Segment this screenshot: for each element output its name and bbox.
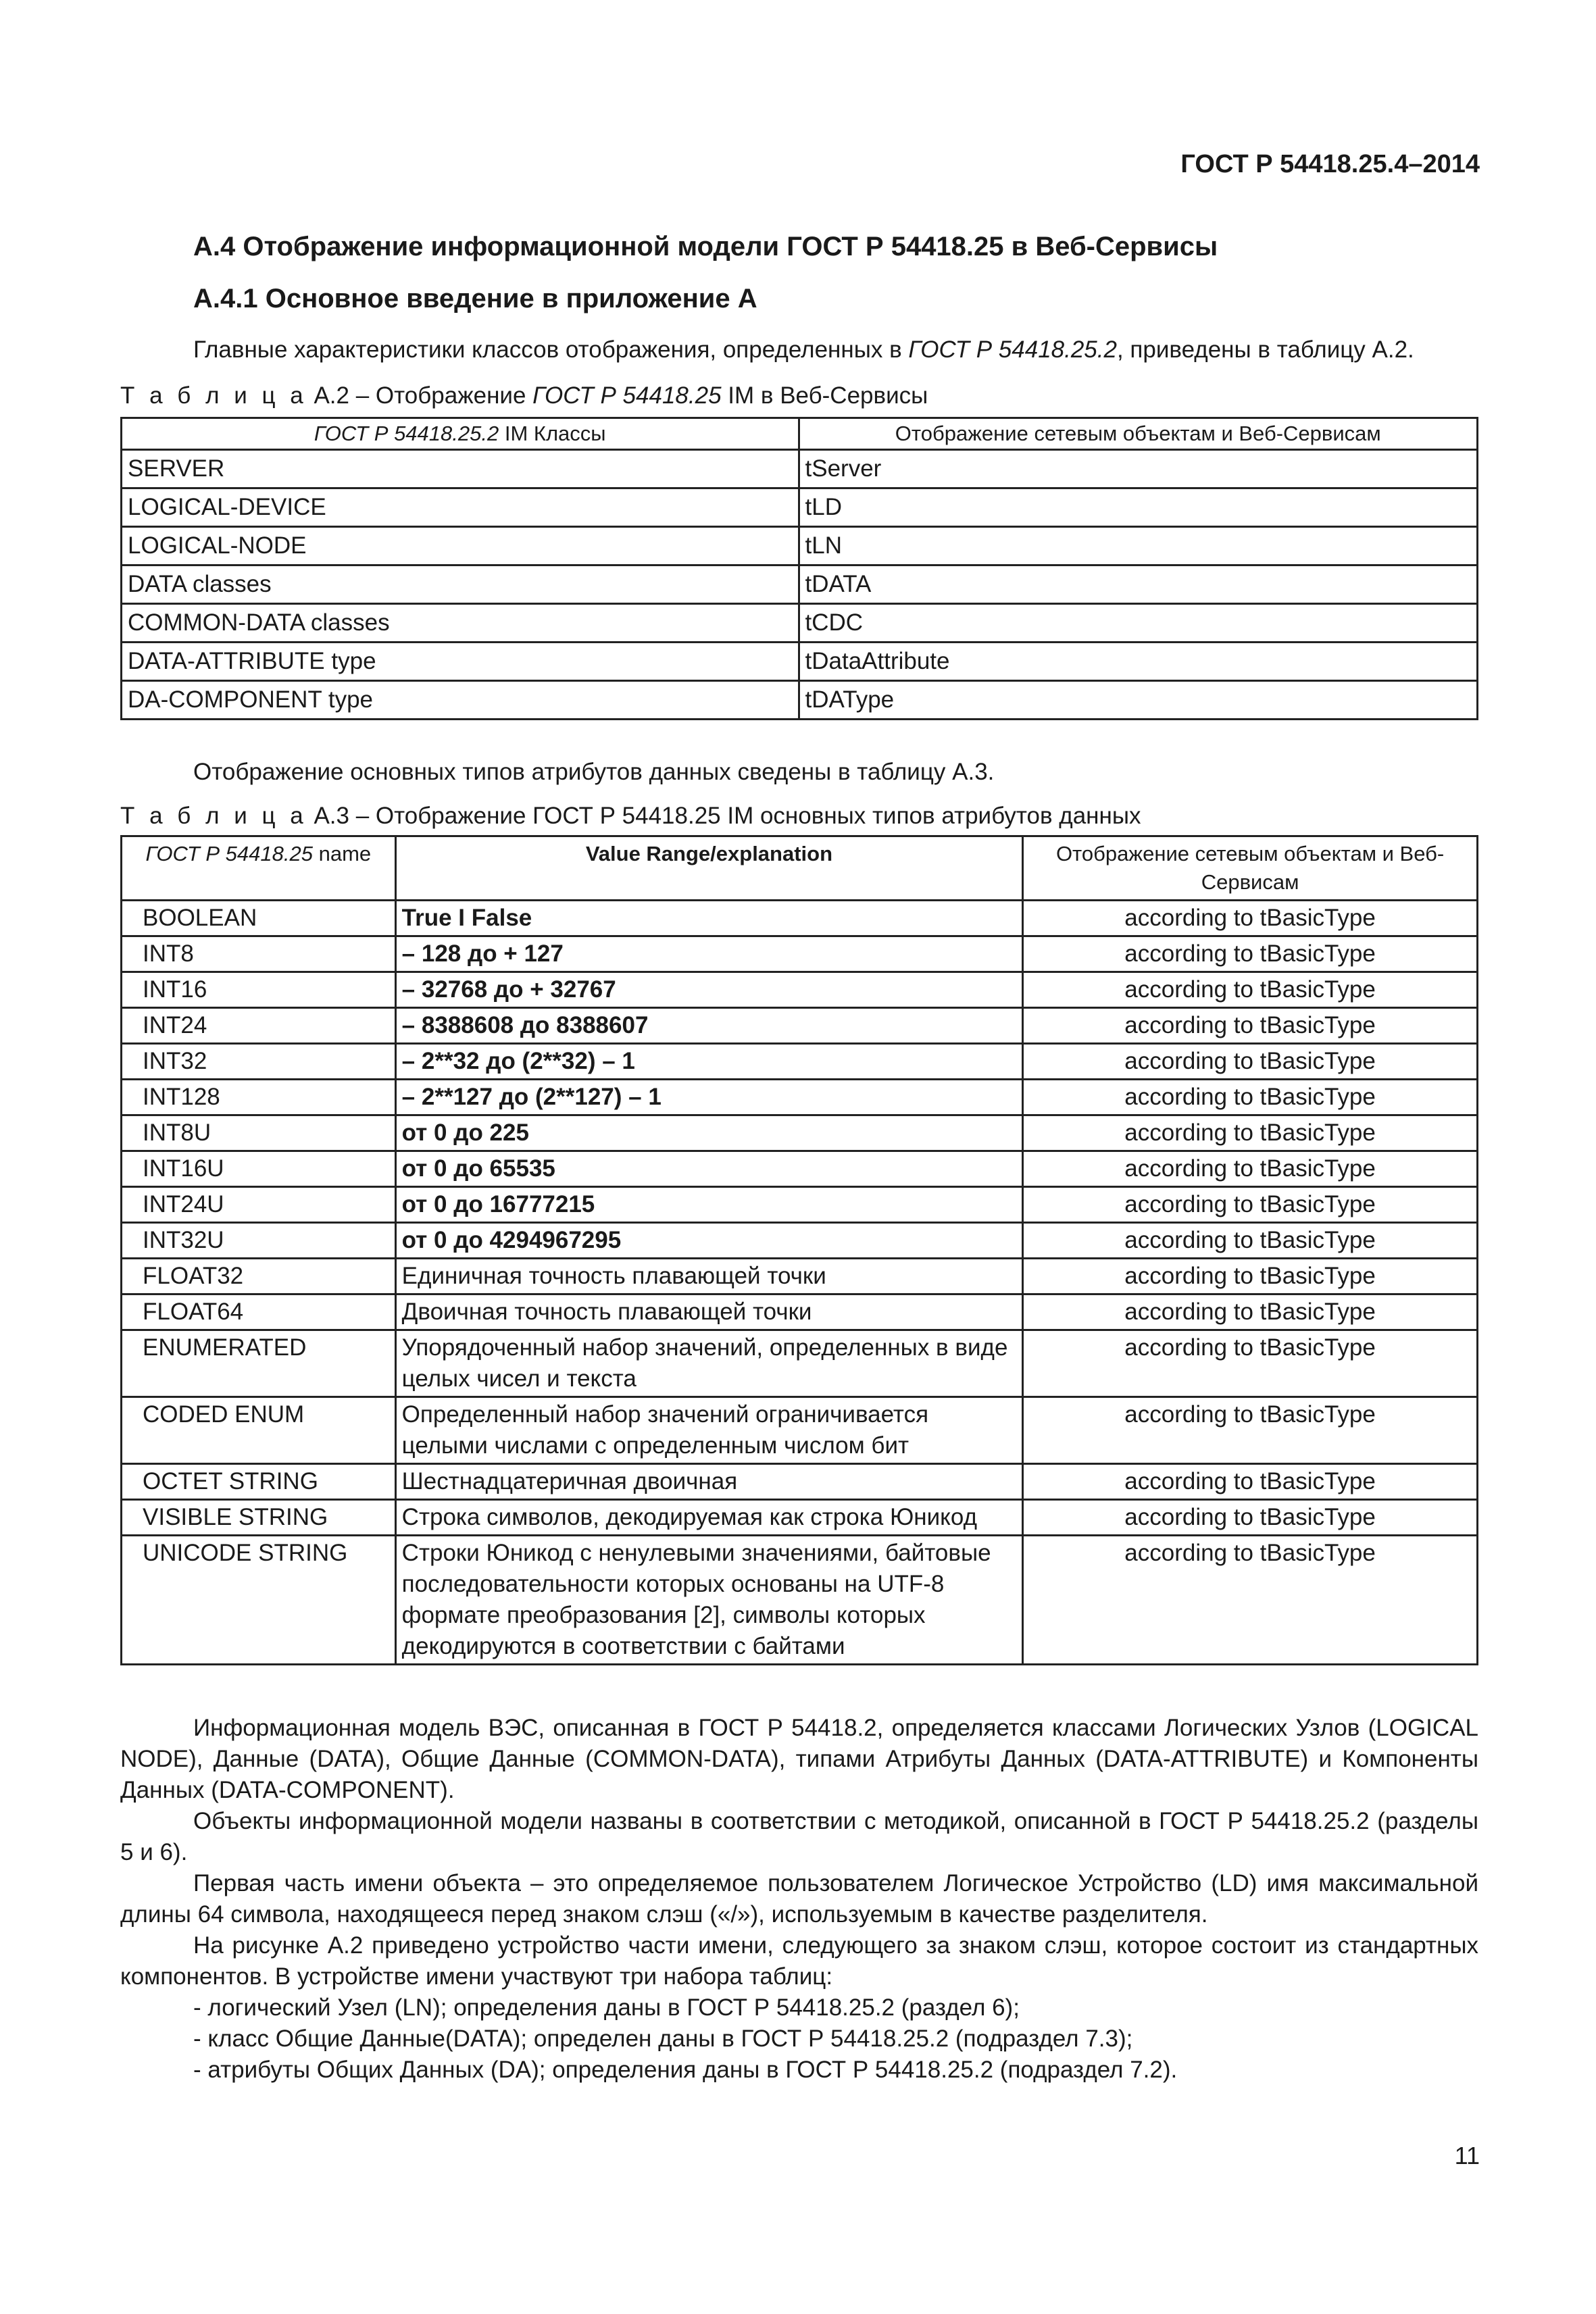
- table-cell: according to tBasicType: [1023, 1187, 1478, 1223]
- list-item: - класс Общие Данные(DATA); определен даны в ГОСТ Р 54418.25.2 (подраздел 7.3);: [193, 2026, 1133, 2052]
- table-cell: DA-COMPONENT type: [122, 681, 799, 720]
- table-cell: according to tBasicType: [1023, 1330, 1478, 1397]
- table-cell: according to tBasicType: [1023, 1044, 1478, 1080]
- table-cell: – 32768 до + 32767: [395, 972, 1023, 1008]
- table-row: [122, 1187, 1478, 1223]
- table-cell: tDATA: [799, 565, 1478, 604]
- table-cell: according to tBasicType: [1023, 1080, 1478, 1115]
- table-cell: True I False: [395, 901, 1023, 936]
- table-cell: according to tBasicType: [1023, 1536, 1478, 1665]
- table-cell: according to tBasicType: [1023, 1151, 1478, 1187]
- table-row: [122, 1500, 1478, 1536]
- table-cell: VISIBLE STRING: [122, 1500, 396, 1536]
- table-cell: OCTET STRING: [122, 1464, 396, 1500]
- list-item: - атрибуты Общих Данных (DA); определения даны в ГОСТ Р 54418.25.2 (подраздел 7.2).: [193, 2057, 1178, 2083]
- table-header-cell: Value Range/explanation: [395, 836, 1023, 901]
- table-header-row: [122, 418, 1478, 450]
- intro-text-end: , приведены в таблицу А.2.: [1116, 336, 1414, 363]
- table-row: [122, 527, 1478, 565]
- table-row: [122, 1397, 1478, 1464]
- table-cell: UNICODE STRING: [122, 1536, 396, 1665]
- table-cell: tLN: [799, 527, 1478, 565]
- page-number: 11: [1454, 2142, 1480, 2169]
- table-cell: according to tBasicType: [1023, 1500, 1478, 1536]
- table-cell: Единичная точность плавающей точки: [395, 1259, 1023, 1294]
- body-paragraph-1: Информационная модель ВЭС, описанная в ГОСТ Р 54418.2, определяется классами Логических Узлов (LOGICAL NODE), Данные (DATA), Общие Данные (COMMON-DATA), типами Атрибуты Данных (DATA-ATTRIBUTE) и Компоненты Данных (DATA-COMPONENT).: [120, 1715, 1478, 1803]
- intro-text: Главные характеристики классов отображения, определенных в: [193, 336, 909, 363]
- table-cell: Строка символов, декодируемая как строка Юникод: [395, 1500, 1023, 1536]
- body-paragraph-2: Объекты информационной модели названы в соответствии с методикой, описанной в ГОСТ Р 54418.25.2 (разделы 5 и 6).: [120, 1808, 1478, 1865]
- table-cell: ENUMERATED: [122, 1330, 396, 1397]
- table-header-cell: Отображение сетевым объектам и Веб-Сервисам: [1023, 836, 1478, 901]
- table-cell: INT16: [122, 972, 396, 1008]
- standard-number: ГОСТ Р 54418.25.4–2014: [1180, 150, 1480, 178]
- table-row: [122, 1536, 1478, 1665]
- table-header-cell: [122, 836, 396, 901]
- table-cell: according to tBasicType: [1023, 1397, 1478, 1464]
- table-cell: INT8: [122, 936, 396, 972]
- table-row: [122, 1330, 1478, 1397]
- section-subtitle: А.4.1 Основное введение в приложение А: [193, 284, 757, 313]
- table-row: [122, 936, 1478, 972]
- table-cell: DATA classes: [122, 565, 799, 604]
- body-paragraph-3: Первая часть имени объекта – это определяемое пользователем Логическое Устройство (LD) имя максимальной длины 64 символа, находящееся перед знаком слэш («/»), используемым в качестве разделителя.: [120, 1870, 1478, 1928]
- table-row: [122, 1008, 1478, 1044]
- table-cell: – 128 до + 127: [395, 936, 1023, 972]
- table-cell: according to tBasicType: [1023, 972, 1478, 1008]
- table-cell: – 2**127 до (2**127) – 1: [395, 1080, 1023, 1115]
- table-cell: according to tBasicType: [1023, 901, 1478, 936]
- table-header-row: [122, 836, 1478, 901]
- table-cell: от 0 до 65535: [395, 1151, 1023, 1187]
- table-cell: – 8388608 до 8388607: [395, 1008, 1023, 1044]
- table-cell: FLOAT64: [122, 1294, 396, 1330]
- table-cell: according to tBasicType: [1023, 1115, 1478, 1151]
- section-title: А.4 Отображение информационной модели ГОСТ Р 54418.25 в Веб-Сервисы: [193, 232, 1218, 261]
- table-row: [122, 901, 1478, 936]
- intro-reference: ГОСТ Р 54418.25.2: [908, 336, 1117, 363]
- table-cell: LOGICAL-DEVICE: [122, 488, 799, 527]
- table-cell: tDataAttribute: [799, 643, 1478, 681]
- header-reference: ГОСТ Р 54418.25.2: [314, 422, 499, 445]
- table-cell: according to tBasicType: [1023, 1464, 1478, 1500]
- table-cell: INT32U: [122, 1223, 396, 1259]
- caption-prefix: Т а б л и ц а: [120, 803, 307, 829]
- table-cell: – 2**32 до (2**32) – 1: [395, 1044, 1023, 1080]
- table-cell: Упорядоченный набор значений, определенных в виде целых чисел и текста: [395, 1330, 1023, 1397]
- table-row: [122, 972, 1478, 1008]
- table-cell: INT8U: [122, 1115, 396, 1151]
- table-cell: LOGICAL-NODE: [122, 527, 799, 565]
- table-row: [122, 565, 1478, 604]
- table-cell: Двоичная точность плавающей точки: [395, 1294, 1023, 1330]
- table-cell: Определенный набор значений ограничивается целыми числами с определенным числом бит: [395, 1397, 1023, 1464]
- table-row: [122, 643, 1478, 681]
- table-cell: INT128: [122, 1080, 396, 1115]
- table-cell: INT24U: [122, 1187, 396, 1223]
- intro-paragraph: [193, 334, 1414, 366]
- table-row: [122, 604, 1478, 643]
- table-cell: BOOLEAN: [122, 901, 396, 936]
- table-cell: INT32: [122, 1044, 396, 1080]
- header-reference: ГОСТ Р 54418.25: [145, 842, 313, 865]
- table-cell: от 0 до 225: [395, 1115, 1023, 1151]
- table-cell: tLD: [799, 488, 1478, 527]
- table-cell: INT24: [122, 1008, 396, 1044]
- header-text: name: [312, 842, 372, 865]
- caption-text: А.3 – Отображение ГОСТ Р 54418.25 IM основных типов атрибутов данных: [307, 803, 1141, 829]
- header-text: IM Классы: [499, 422, 606, 445]
- caption-prefix: Т а б л и ц а: [120, 382, 307, 409]
- table-cell: Строки Юникод с ненулевыми значениями, байтовые последовательности которых основаны на UTF-8 формате преобразования [2], символы которых декодируются в соответствии с байтами: [395, 1536, 1023, 1665]
- table-header-cell: Отображение сетевым объектам и Веб-Сервисам: [799, 418, 1478, 450]
- table-row: [122, 1080, 1478, 1115]
- table-a3-caption: [120, 803, 1141, 830]
- table-cell: DATA-ATTRIBUTE type: [122, 643, 799, 681]
- table-row: [122, 1115, 1478, 1151]
- table-cell: according to tBasicType: [1023, 1008, 1478, 1044]
- caption-reference: ГОСТ Р 54418.25: [532, 382, 722, 409]
- table-row: [122, 1151, 1478, 1187]
- table-row: [122, 450, 1478, 488]
- table-cell: tServer: [799, 450, 1478, 488]
- table-cell: COMMON-DATA classes: [122, 604, 799, 643]
- table-cell: CODED ENUM: [122, 1397, 396, 1464]
- table-cell: Шестнадцатеричная двоичная: [395, 1464, 1023, 1500]
- table-a2-caption: [120, 382, 928, 409]
- table-header-cell: [122, 418, 799, 450]
- caption-text-end: IM в Веб-Сервисы: [721, 382, 928, 409]
- table-row: [122, 681, 1478, 720]
- table-a2: [120, 417, 1478, 720]
- table-cell: от 0 до 16777215: [395, 1187, 1023, 1223]
- table-a3: [120, 835, 1478, 1665]
- table-cell: according to tBasicType: [1023, 1223, 1478, 1259]
- caption-text: А.2 – Отображение: [307, 382, 533, 409]
- table-cell: FLOAT32: [122, 1259, 396, 1294]
- table-row: [122, 1259, 1478, 1294]
- table-cell: according to tBasicType: [1023, 1294, 1478, 1330]
- table-cell: tCDC: [799, 604, 1478, 643]
- body-paragraph-4: На рисунке А.2 приведено устройство части имени, следующего за знаком слэш, которое состоит из стандартных компонентов. В устройстве имени участвуют три набора таблиц:: [120, 1932, 1478, 1990]
- table-row: [122, 1464, 1478, 1500]
- table-cell: tDAType: [799, 681, 1478, 720]
- list-item: - логический Узел (LN); определения даны в ГОСТ Р 54418.25.2 (раздел 6);: [193, 1994, 1020, 2021]
- table-row: [122, 1044, 1478, 1080]
- table-cell: according to tBasicType: [1023, 1259, 1478, 1294]
- middle-paragraph: Отображение основных типов атрибутов данных сведены в таблицу А.3.: [193, 759, 995, 785]
- table-cell: SERVER: [122, 450, 799, 488]
- table-cell: от 0 до 4294967295: [395, 1223, 1023, 1259]
- table-row: [122, 1294, 1478, 1330]
- table-cell: according to tBasicType: [1023, 936, 1478, 972]
- table-row: [122, 1223, 1478, 1259]
- table-cell: INT16U: [122, 1151, 396, 1187]
- table-row: [122, 488, 1478, 527]
